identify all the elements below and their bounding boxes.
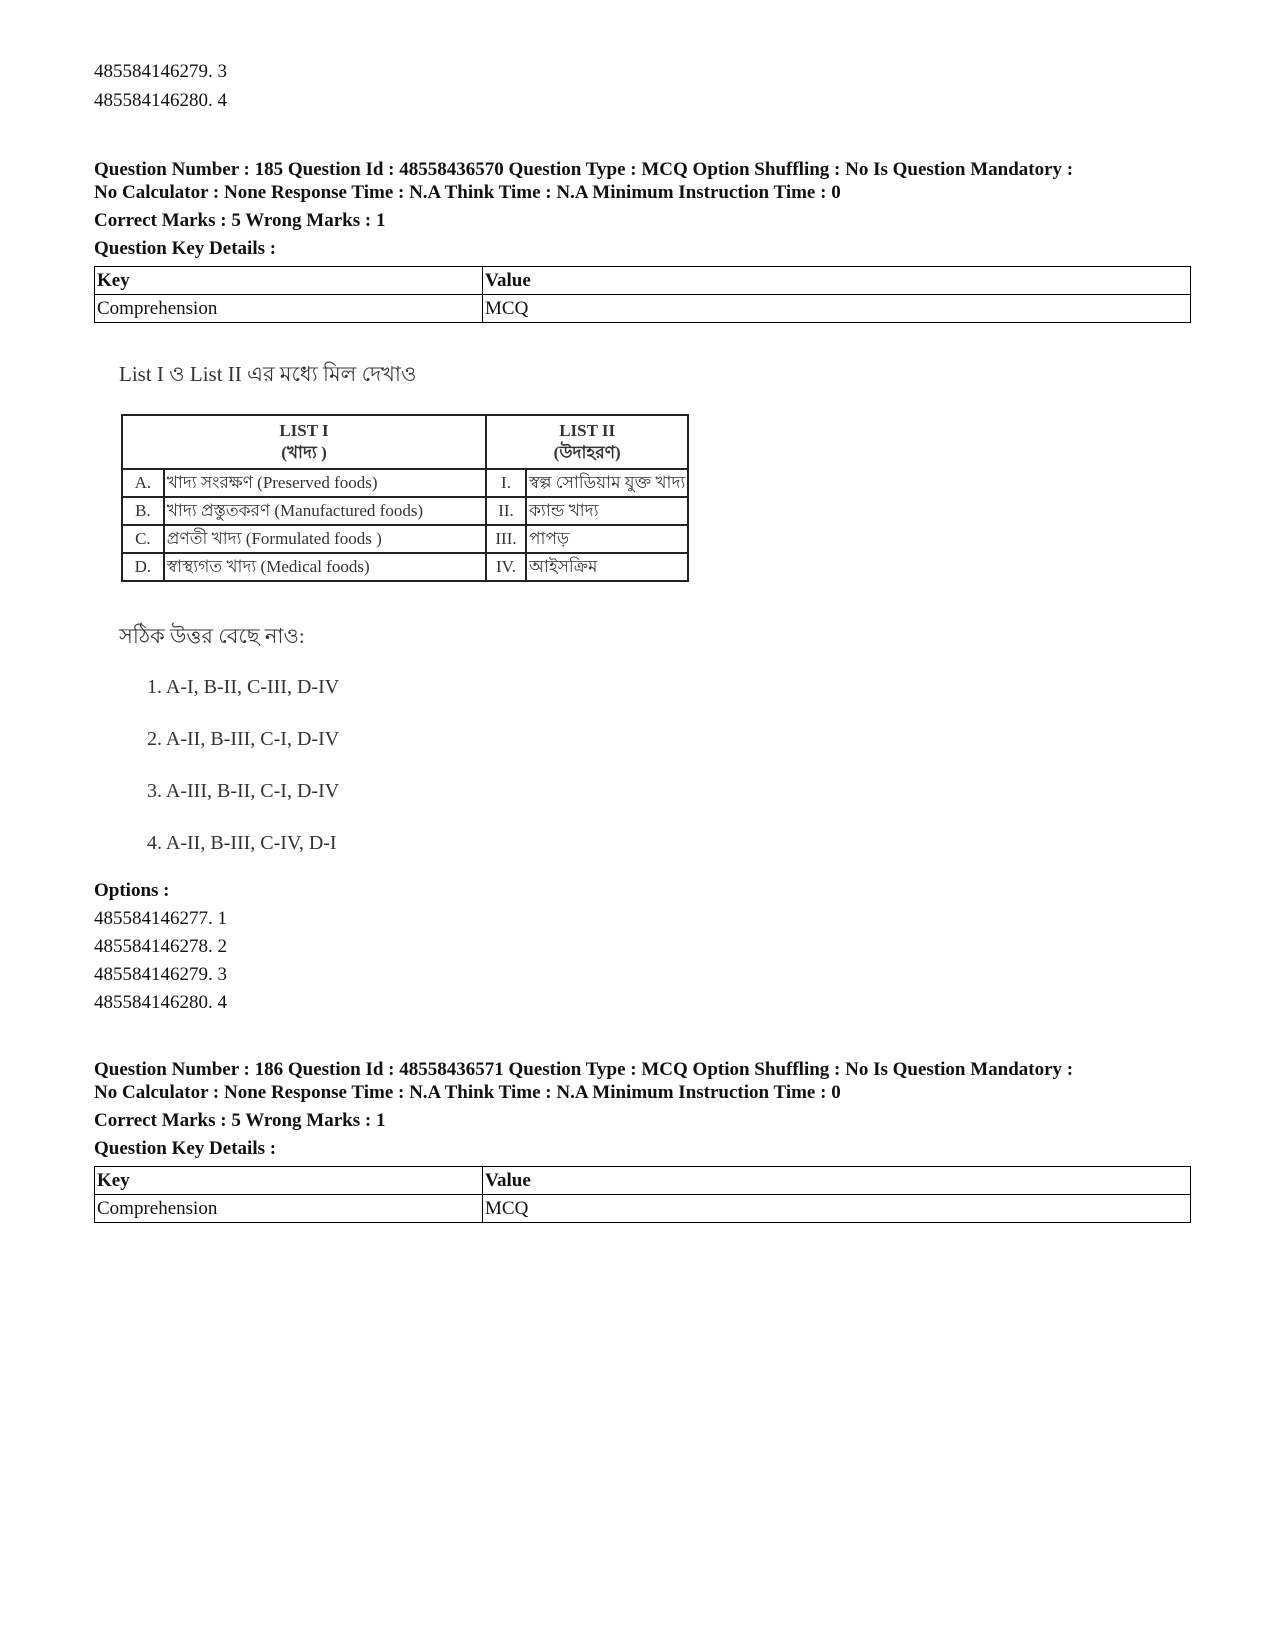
match-row xyxy=(122,469,688,497)
q185-header-line2: No Calculator : None Response Time : N.A Think Time : N.A Minimum Instruction Time : 0 xyxy=(94,182,841,203)
row-numeral: IV. xyxy=(486,553,526,581)
match-row xyxy=(122,525,688,553)
q186-header-line2: No Calculator : None Response Time : N.A Think Time : N.A Minimum Instruction Time : 0 xyxy=(94,1082,841,1103)
row-example: স্বল্প সোডিয়াম যুক্ত খাদ্য xyxy=(526,469,688,497)
row-numeral: II. xyxy=(486,497,526,525)
choice-2: 2. A-II, B-III, C-I, D-IV xyxy=(147,728,340,750)
row-item: স্বাস্থ্যগত খাদ্য (Medical foods) xyxy=(164,553,486,581)
q185-key-table xyxy=(94,266,1191,323)
table-row xyxy=(95,1195,1191,1223)
row-numeral: III. xyxy=(486,525,526,553)
match-table-header xyxy=(122,415,688,469)
q185-header-line1: Question Number : 185 Question Id : 48558436570 Question Type : MCQ Option Shuffling : No Is Question Mandatory : xyxy=(94,159,1074,180)
q186-marks: Correct Marks : 5 Wrong Marks : 1 xyxy=(94,1110,386,1131)
q186-key-details-label: Question Key Details : xyxy=(94,1138,277,1159)
table-header-row xyxy=(95,1167,1191,1195)
key-cell: Comprehension xyxy=(95,295,483,323)
match-table xyxy=(121,414,689,582)
value-cell: MCQ xyxy=(483,1195,1191,1223)
row-item: খাদ্য প্রস্তুতকরণ (Manufactured foods) xyxy=(164,497,486,525)
row-item: প্রণতী খাদ্য (Formulated foods ) xyxy=(164,525,486,553)
question-image xyxy=(115,358,765,868)
q185-key-details-label: Question Key Details : xyxy=(94,238,277,259)
row-numeral: I. xyxy=(486,469,526,497)
choice-4: 4. A-II, B-III, C-IV, D-I xyxy=(147,832,337,854)
q186-key-table xyxy=(94,1166,1191,1223)
key-header: Key xyxy=(95,1167,483,1195)
value-header: Value xyxy=(483,1167,1191,1195)
list1-subheader: (খাদ্য ) xyxy=(281,443,327,462)
list1-header-cell xyxy=(122,415,486,469)
row-letter: A. xyxy=(122,469,164,497)
choice-3: 3. A-III, B-II, C-I, D-IV xyxy=(147,780,340,802)
answer-prompt: সঠিক উত্তর বেছে নাও: xyxy=(119,624,305,648)
option-2: 485584146278. 2 xyxy=(94,936,227,957)
key-cell: Comprehension xyxy=(95,1195,483,1223)
list1-header: LIST I xyxy=(279,421,329,440)
q186-header-line1: Question Number : 186 Question Id : 48558436571 Question Type : MCQ Option Shuffling : No Is Question Mandatory : xyxy=(94,1059,1074,1080)
option-1: 485584146277. 1 xyxy=(94,908,227,929)
row-example: আইসক্রিম xyxy=(526,553,688,581)
row-letter: D. xyxy=(122,553,164,581)
row-letter: C. xyxy=(122,525,164,553)
value-header: Value xyxy=(483,267,1191,295)
row-item: খাদ্য সংরক্ষণ (Preserved foods) xyxy=(164,469,486,497)
option-3: 485584146279. 3 xyxy=(94,964,227,985)
match-row xyxy=(122,553,688,581)
value-cell: MCQ xyxy=(483,295,1191,323)
option-4: 485584146280. 4 xyxy=(94,992,227,1013)
table-header-row xyxy=(95,267,1191,295)
list2-header-cell xyxy=(486,415,688,469)
row-example: পাপড় xyxy=(526,525,688,553)
prev-option-3: 485584146279. 3 xyxy=(94,61,227,82)
match-instruction: List I ও List II এর মধ্যে মিল দেখাও xyxy=(119,362,417,386)
match-row xyxy=(122,497,688,525)
choice-1: 1. A-I, B-II, C-III, D-IV xyxy=(147,676,340,698)
table-row xyxy=(95,295,1191,323)
q185-marks: Correct Marks : 5 Wrong Marks : 1 xyxy=(94,210,386,231)
list2-header: LIST II xyxy=(559,421,616,440)
prev-option-4: 485584146280. 4 xyxy=(94,90,227,111)
row-letter: B. xyxy=(122,497,164,525)
list2-subheader: (উদাহরণ) xyxy=(553,443,621,462)
q185-options-label: Options : xyxy=(94,880,170,901)
row-example: ক্যান্ড খাদ্য xyxy=(526,497,688,525)
key-header: Key xyxy=(95,267,483,295)
